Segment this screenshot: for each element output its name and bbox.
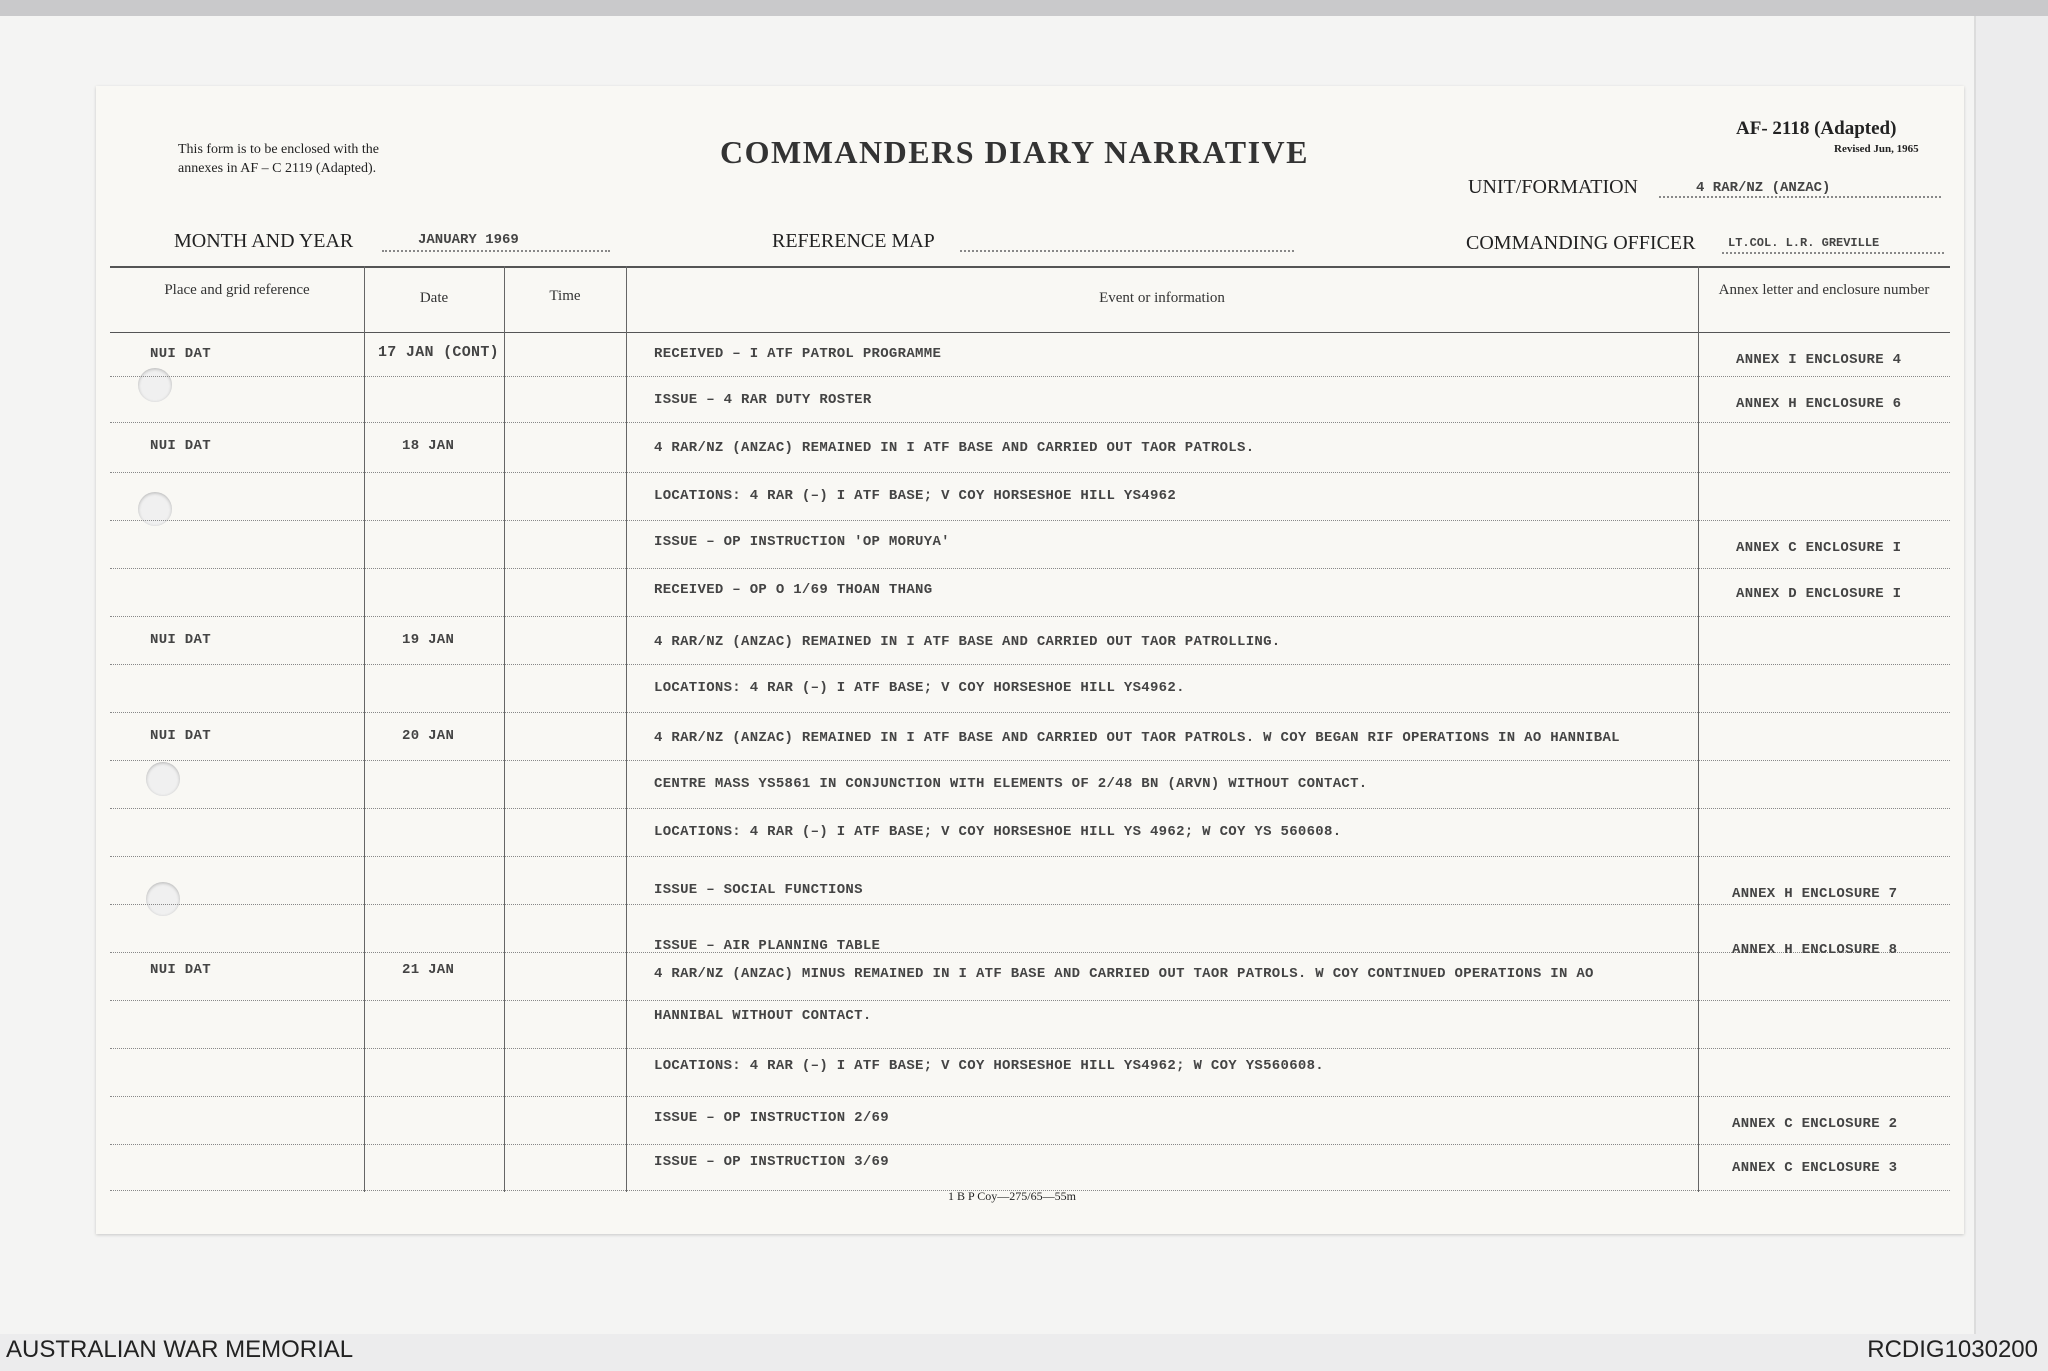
event-cell: RECEIVED – OP O 1/69 THOAN THANG (654, 582, 933, 598)
annex-cell: ANNEX H ENCLOSURE 8 (1732, 942, 1898, 958)
punch-hole (146, 762, 180, 796)
column-divider (364, 266, 365, 1192)
row-rule (110, 422, 1950, 423)
annex-cell: ANNEX D ENCLOSURE I (1736, 586, 1902, 602)
row-rule (110, 520, 1950, 521)
row-rule (110, 568, 1950, 569)
event-cell: LOCATIONS: 4 RAR (–) I ATF BASE; V COY HORSESHOE HILL YS4962. (654, 680, 1185, 696)
event-cell: 4 RAR/NZ (ANZAC) REMAINED IN I ATF BASE AND CARRIED OUT TAOR PATROLLING. (654, 634, 1281, 650)
column-header-event: Event or information (1099, 290, 1225, 306)
column-header-place: Place and grid reference (164, 282, 310, 298)
column-header-time: Time (549, 288, 581, 304)
record-id-caption: RCDIG1030200 (1867, 1336, 2038, 1363)
form-number: AF- 2118 (Adapted) (1736, 118, 1897, 139)
annex-cell: ANNEX C ENCLOSURE 3 (1732, 1160, 1898, 1176)
place-cell: NUI DAT (150, 632, 211, 648)
unit-formation-line (1659, 196, 1941, 198)
date-cell: 20 JAN (402, 728, 455, 744)
event-cell: LOCATIONS: 4 RAR (–) I ATF BASE; V COY HORSESHOE HILL YS4962; W COY YS560608. (654, 1058, 1325, 1074)
event-cell: 4 RAR/NZ (ANZAC) REMAINED IN I ATF BASE AND CARRIED OUT TAOR PATROLS. W COY BEGAN RIF OPERATIONS IN AO HANNIBAL (654, 730, 1620, 746)
archive-caption: AUSTRALIAN WAR MEMORIAL (6, 1336, 354, 1363)
date-cell: 18 JAN (402, 438, 455, 454)
form-instructions (178, 140, 488, 178)
row-rule (110, 760, 1950, 761)
row-rule (110, 808, 1950, 809)
row-rule (110, 664, 1950, 665)
column-divider (626, 266, 627, 1192)
row-rule (110, 712, 1950, 713)
event-cell: ISSUE – OP INSTRUCTION 3/69 (654, 1154, 889, 1170)
punch-hole (138, 368, 172, 402)
row-rule (110, 856, 1950, 857)
row-rule (110, 472, 1950, 473)
commanding-officer-line (1722, 252, 1944, 254)
diary-form-sheet (96, 86, 1964, 1234)
unit-formation-label: UNIT/FORMATION (1468, 176, 1638, 198)
event-cell: ISSUE – 4 RAR DUTY ROSTER (654, 392, 872, 408)
column-divider (504, 266, 505, 1192)
event-cell: 4 RAR/NZ (ANZAC) MINUS REMAINED IN I ATF BASE AND CARRIED OUT TAOR PATROLS. W COY CONTINUED OPERATIONS IN AO (654, 966, 1594, 982)
reference-map-line (960, 250, 1294, 252)
event-cell: ISSUE – SOCIAL FUNCTIONS (654, 882, 863, 898)
event-cell: CENTRE MASS YS5861 IN CONJUNCTION WITH ELEMENTS OF 2/48 BN (ARVN) WITHOUT CONTACT. (654, 776, 1368, 792)
row-rule (110, 1144, 1950, 1145)
place-cell: NUI DAT (150, 728, 211, 744)
place-cell: NUI DAT (150, 438, 211, 454)
row-rule (110, 1000, 1950, 1001)
row-rule (110, 616, 1950, 617)
annex-cell: ANNEX C ENCLOSURE 2 (1732, 1116, 1898, 1132)
date-cell: 17 JAN (CONT) (378, 344, 499, 361)
event-cell: ISSUE – AIR PLANNING TABLE (654, 938, 881, 954)
punch-hole (146, 882, 180, 916)
annex-cell: ANNEX H ENCLOSURE 6 (1736, 396, 1902, 412)
place-cell: NUI DAT (150, 962, 211, 978)
place-cell: NUI DAT (150, 346, 211, 362)
event-cell: ISSUE – OP INSTRUCTION 2/69 (654, 1110, 889, 1126)
month-year-line (382, 250, 610, 252)
event-cell: LOCATIONS: 4 RAR (–) I ATF BASE; V COY HORSESHOE HILL YS4962 (654, 488, 1177, 504)
event-cell: ISSUE – OP INSTRUCTION 'OP MORUYA' (654, 534, 950, 550)
column-header-annex: Annex letter and enclosure number (1718, 282, 1930, 298)
instructions-line-1: This form is to be enclosed with the (178, 142, 380, 157)
commanding-officer-value: LT.COL. L.R. GREVILLE (1728, 236, 1880, 250)
instructions-line-2: annexes in AF – C 2119 (Adapted). (178, 161, 377, 176)
reference-map-label: REFERENCE MAP (772, 230, 935, 252)
table-header-border (110, 332, 1950, 333)
row-rule (110, 1096, 1950, 1097)
event-cell: 4 RAR/NZ (ANZAC) REMAINED IN I ATF BASE AND CARRIED OUT TAOR PATROLS. (654, 440, 1255, 456)
event-cell: HANNIBAL WITHOUT CONTACT. (654, 1008, 872, 1024)
annex-cell: ANNEX H ENCLOSURE 7 (1732, 886, 1898, 902)
date-cell: 21 JAN (402, 962, 455, 978)
table-top-border (110, 266, 1950, 268)
form-revision: Revised Jun, 1965 (1834, 143, 1919, 155)
event-cell: LOCATIONS: 4 RAR (–) I ATF BASE; V COY HORSESHOE HILL YS 4962; W COY YS 560608. (654, 824, 1342, 840)
month-year-label: MONTH AND YEAR (174, 230, 354, 252)
row-rule (110, 1048, 1950, 1049)
row-rule (110, 376, 1950, 377)
column-divider (1698, 266, 1699, 1192)
printer-code: 1 B P Coy—275/65—55m (948, 1189, 1076, 1203)
row-rule (110, 952, 1950, 953)
month-year-value: JANUARY 1969 (418, 232, 519, 248)
form-title: COMMANDERS DIARY NARRATIVE (720, 134, 1309, 170)
date-cell: 19 JAN (402, 632, 455, 648)
annex-cell: ANNEX I ENCLOSURE 4 (1736, 352, 1902, 368)
unit-formation-value: 4 RAR/NZ (ANZAC) (1696, 180, 1831, 196)
commanding-officer-label: COMMANDING OFFICER (1466, 232, 1696, 254)
scan-top-edge (0, 0, 2048, 16)
annex-cell: ANNEX C ENCLOSURE I (1736, 540, 1902, 556)
row-rule (110, 904, 1950, 905)
event-cell: RECEIVED – I ATF PATROL PROGRAMME (654, 346, 942, 362)
column-header-date: Date (419, 290, 449, 306)
